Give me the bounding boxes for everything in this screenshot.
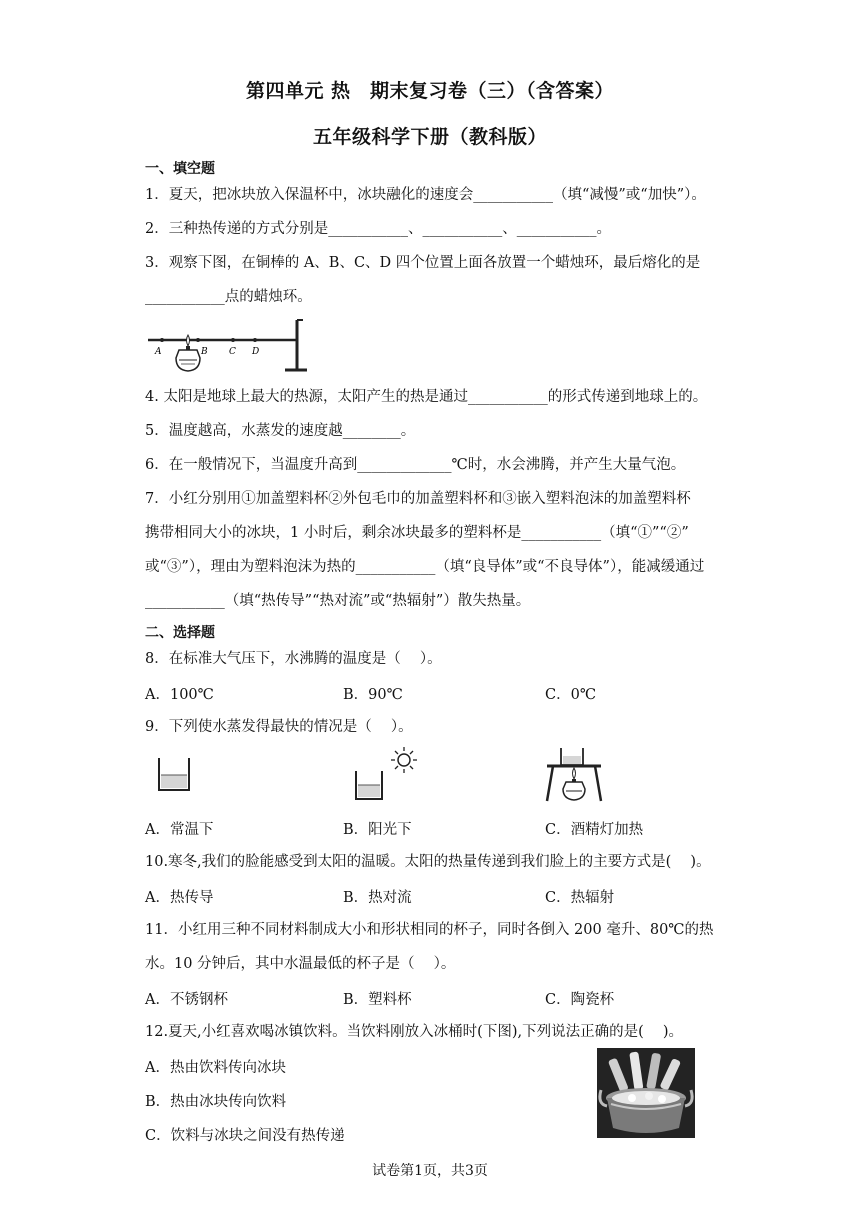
sun-icon bbox=[391, 747, 417, 773]
question-5: 5．温度越高，水蒸发的速度越________。 bbox=[145, 423, 416, 439]
question-7-line-3: 或“③”），理由为塑料泡沫为热的___________（填“良导体”或“不良导体”），能减缓通过 bbox=[145, 559, 705, 575]
q12-option-b: B．热由冰块传向饮料 bbox=[145, 1094, 287, 1110]
beaker-alcohol-lamp-figure bbox=[545, 745, 605, 803]
question-3-line-1: 3．观察下图，在铜棒的 A、B、C、D 四个位置上面各放置一个蜡烛环，最后熔化的是 bbox=[145, 255, 701, 271]
q12-option-a: A．热由饮料传向冰块 bbox=[145, 1060, 286, 1076]
alcohol-lamp-icon bbox=[563, 768, 585, 800]
question-7-line-4: ___________（填“热传导”“热对流”或“热辐射”）散失热量。 bbox=[145, 593, 531, 609]
question-10: 10.寒冬,我们的脸能感受到太阳的温暖。太阳的热量传递到我们脸上的主要方式是( )。 bbox=[145, 854, 711, 870]
point-c-marker bbox=[231, 338, 235, 342]
q8-option-c: C．0℃ bbox=[545, 687, 597, 703]
question-7-line-2: 携带相同大小的冰块，1 小时后，剩余冰块最多的塑料杯是___________（填“①”“②” bbox=[145, 525, 689, 541]
page-subtitle: 五年级科学下册（教科版） bbox=[312, 126, 547, 148]
page-footer: 试卷第1页，共3页 bbox=[372, 1163, 488, 1179]
question-2: 2．三种热传递的方式分别是___________、___________、___________。 bbox=[145, 221, 611, 237]
question-4: 4. 太阳是地球上最大的热源，太阳产生的热是通过___________的形式传递到地球上的。 bbox=[145, 389, 708, 405]
q9-option-b: B．阳光下 bbox=[343, 822, 412, 838]
point-b-marker bbox=[196, 338, 200, 342]
question-9: 9．下列使水蒸发得最快的情况是（ ）。 bbox=[145, 719, 413, 735]
question-3-line-2: ___________点的蜡烛环。 bbox=[145, 289, 312, 305]
rod-label-a: A bbox=[155, 347, 162, 357]
q12-option-c: C．饮料与冰块之间没有热传递 bbox=[145, 1128, 345, 1144]
q9-option-a: A．常温下 bbox=[145, 822, 214, 838]
q9-option-c: C．酒精灯加热 bbox=[545, 822, 644, 838]
question-11-line-2: 水。10 分钟后，其中水温最低的杯子是（ ）。 bbox=[145, 956, 456, 972]
question-1: 1．夏天，把冰块放入保温杯中，冰块融化的速度会___________（填“减慢”或“加快”）。 bbox=[145, 187, 706, 203]
q8-option-a: A．100℃ bbox=[145, 687, 214, 703]
point-d-marker bbox=[253, 338, 257, 342]
beaker-sunlight-figure bbox=[352, 745, 424, 801]
rod-label-d: D bbox=[252, 347, 260, 357]
q8-option-b: B．90℃ bbox=[343, 687, 403, 703]
q11-option-a: A．不锈钢杯 bbox=[145, 992, 228, 1008]
q11-option-c: C．陶瓷杯 bbox=[545, 992, 615, 1008]
question-12: 12.夏天,小红喜欢喝冰镇饮料。当饮料刚放入冰桶时(下图),下列说法正确的是( )。 bbox=[145, 1024, 684, 1040]
ice-bucket-photo bbox=[597, 1048, 695, 1138]
ice-bucket-icon bbox=[600, 1088, 692, 1133]
section-fill-blank: 一、填空题 bbox=[145, 161, 215, 177]
q11-option-b: B．塑料杯 bbox=[343, 992, 412, 1008]
q10-option-a: A．热传导 bbox=[145, 890, 214, 906]
question-7-line-1: 7．小红分别用①加盖塑料杯②外包毛巾的加盖塑料杯和③嵌入塑料泡沫的加盖塑料杯 bbox=[145, 491, 691, 507]
q10-option-b: B．热对流 bbox=[343, 890, 412, 906]
question-8: 8．在标准大气压下，水沸腾的温度是（ ）。 bbox=[145, 651, 442, 667]
point-a-marker bbox=[160, 338, 164, 342]
page-title: 第四单元 热 期末复习卷（三）（含答案） bbox=[245, 80, 615, 102]
rod-label-b: B bbox=[201, 347, 208, 357]
beaker-room-temp-figure bbox=[155, 755, 195, 795]
rod-label-c: C bbox=[229, 347, 236, 357]
q10-option-c: C．热辐射 bbox=[545, 890, 615, 906]
question-11-line-1: 11．小红用三种不同材料制成大小和形状相同的杯子，同时各倒入 200 毫升、80℃的热 bbox=[145, 922, 714, 938]
section-multiple-choice: 二、选择题 bbox=[145, 625, 215, 641]
copper-rod-figure bbox=[145, 316, 310, 374]
question-6: 6．在一般情况下，当温度升高到_____________℃时，水会沸腾，并产生大量气泡。 bbox=[145, 457, 686, 473]
